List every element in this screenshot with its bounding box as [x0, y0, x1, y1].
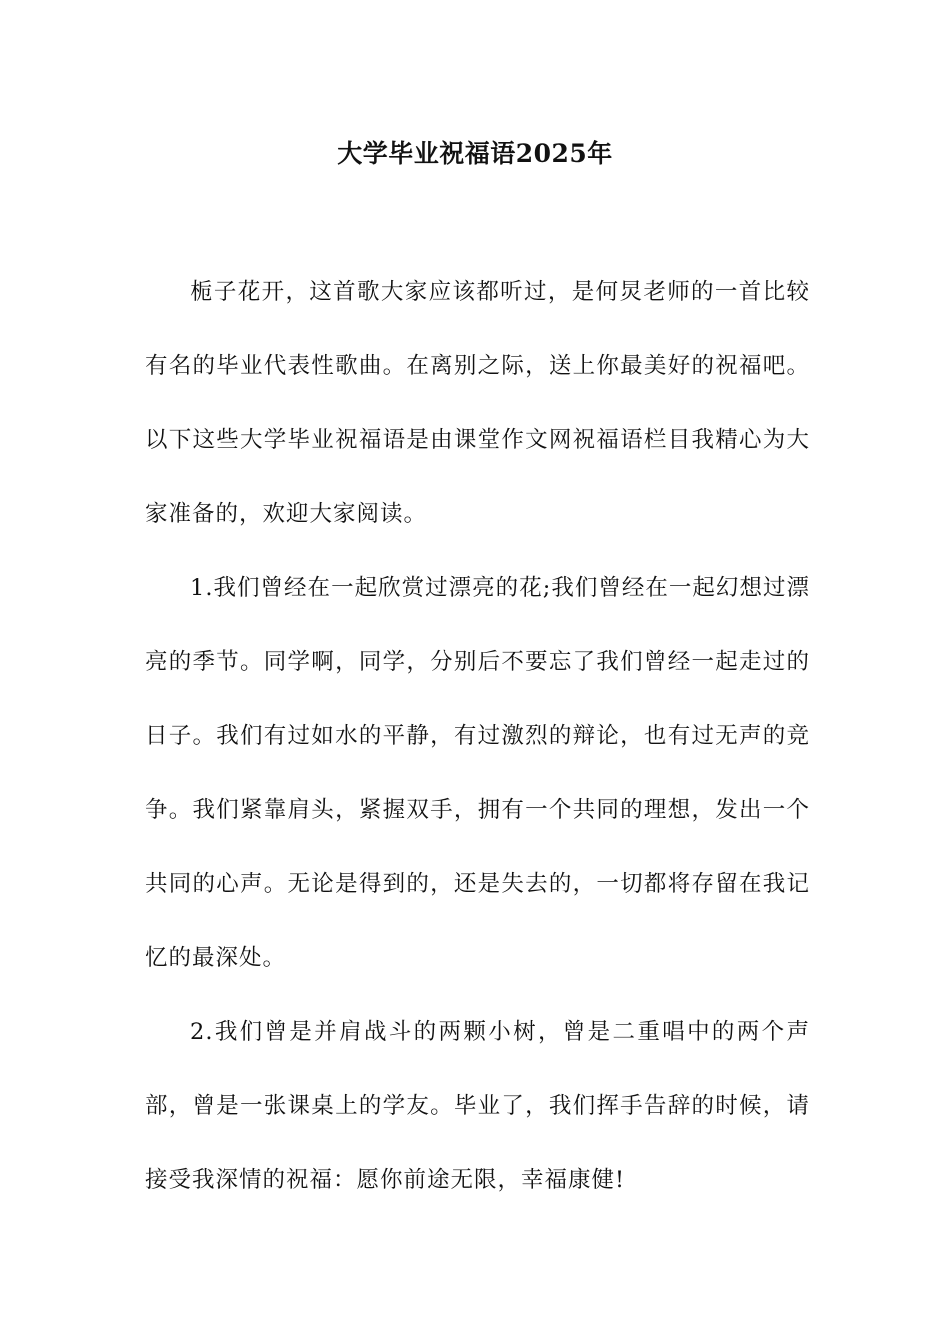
paragraph-intro: 栀子花开，这首歌大家应该都听过，是何炅老师的一首比较有名的毕业代表性歌曲。在离别之际，送上你最美好的祝福吧。以下这些大学毕业祝福语是由课堂作文网祝福语栏目我精心为大家准备的，欢迎大家阅读。	[145, 279, 810, 527]
document-title: 大学毕业祝福语2025年	[337, 139, 613, 168]
document-body	[145, 255, 810, 1217]
paragraph-blessing-2: 2.我们曾是并肩战斗的两颗小树，曾是二重唱中的两个声部，曾是一张课桌上的学友。毕业了，我们挥手告辞的时候，请接受我深情的祝福：愿你前途无限，幸福康健!	[145, 1019, 810, 1193]
paragraph-blessing-1: 1.我们曾经在一起欣赏过漂亮的花;我们曾经在一起幻想过漂亮的季节。同学啊，同学，分别后不要忘了我们曾经一起走过的日子。我们有过如水的平静，有过激烈的辩论，也有过无声的竞争。我们紧靠肩头，紧握双手，拥有一个共同的理想，发出一个共同的心声。无论是得到的，还是失去的，一切都将存留在我记忆的最深处。	[145, 575, 810, 971]
